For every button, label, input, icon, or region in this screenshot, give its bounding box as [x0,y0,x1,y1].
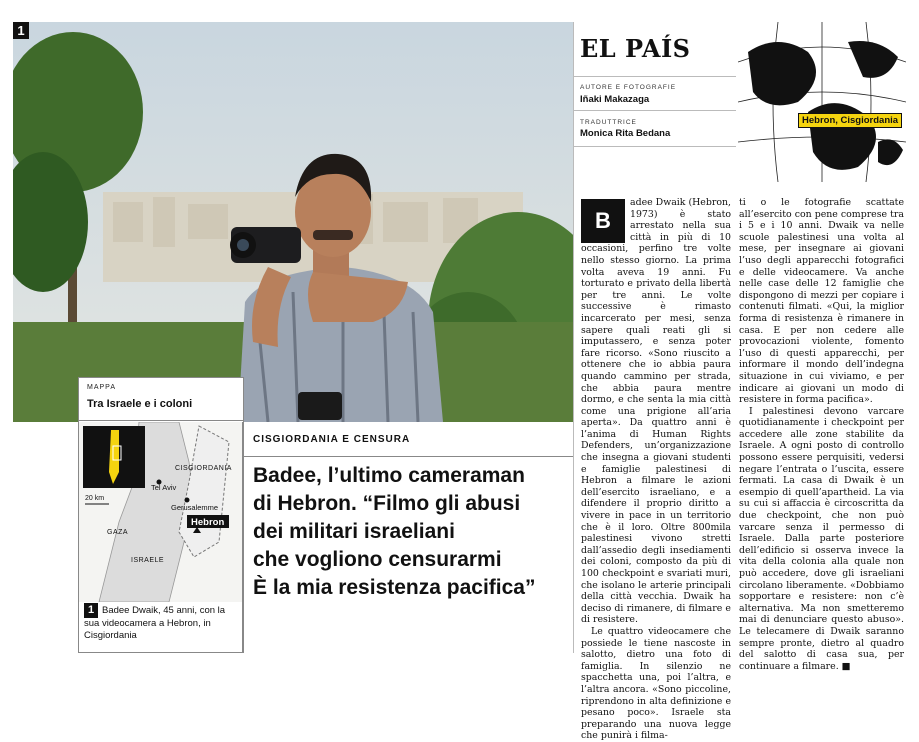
map-title: Tra Israele e i coloni [87,398,193,410]
map-kicker: MAPPA [87,384,116,391]
map-scale-label: 20 km [85,495,105,502]
section-kicker: CISGIORDANIA E CENSURA [253,434,411,445]
caption-badge: 1 [84,603,98,618]
map-divider [79,420,243,421]
author-label: AUTORE E FOTOGRAFIE [580,84,677,91]
article-column-1 [581,197,731,742]
page-number-badge: 1 [13,22,29,39]
credits-rule-1 [574,76,736,77]
cameraman-photo [13,22,573,422]
article-paragraph: adee Dwaik (Hebron, 1973) è stato arrestato nella sua città in più di 10 occasioni, perfino tre volte nello stesso giorno. La prima volta aveva 19 anni. Fu torturato e privato della libertà per tre anni. Le volte successive è rimasto incarcerato per mesi, senza sapere quali reati gli si imputassero, e senza poter fare ricorso. «Sono riuscito a ottenere che io abbia paura quando cammino per strada, che abbia paura mentre dormo, e che senta la mia città come una prigione all’aria aperta». Da quattro anni è l’anima di Human Rights Defenders, un’organizzazione che insegna a giovani studenti e famiglie palestinesi di Hebron a filmare le azioni dell’esercito israeliano, e a difendere il proprio diritto a vivere in pace in un territorio che è il loro. Oltre 800mila palestinesi vivono stretti dall’assedio degli insediamenti dei coloni, composto da più di 100 checkpoint e svariati muri, che isolano le arterie principali della città vecchia. Dwaik ha deciso di rimanere, di filmare e di resistere. [581,197,731,626]
map-label-gaza: GAZA [107,529,129,536]
map-label-gerusalemme: Gerusalemme [171,503,219,512]
photo-illustration [13,22,573,422]
caption-text: Badee Dwaik, 45 anni, con la sua videocamera a Hebron, in Cisgiordania [84,605,226,641]
translator-name: Monica Rita Bedana [580,128,671,139]
map-label-hebron: Hebron [191,517,225,528]
headline-line-5: È la mia resistenza pacifica” [253,576,536,599]
map-label-tel-aviv: Tel Aviv [151,483,177,492]
article-paragraph: I palestinesi devono varcare quotidianamente i checkpoint per accedere alle zone stabilite da Israele. A ogni posto di controllo possono essere perquisiti, vedersi negare l’entrata o l’uscita, essere fermati. La casa di Dwaik è un esempio di quell’apartheid. La via su cui si affaccia è circoscritta da due checkpoint, che non può varcare senza il permesso di Israele. Dalla parte posteriore dell’edificio si osserva invece la vita della colonia alla quale non può accedere, dove gli israeliani circolano liberamente. «Dobbiamo sopportare e resistere: non c’è alternativa. Ma non smetteremo mai di denunciare questo abuso». Le telecamere di Dwaik saranno sempre pronte, dietro al quadro del salotto di casa sua, per continuare a filmare. ■ [739,405,904,672]
translator-label: TRADUTTRICE [580,119,637,126]
article-column-2 [739,197,904,672]
credits-rule-3 [574,146,736,147]
israel-map [79,422,243,602]
headline-line-4: che vogliono censurarmi [253,548,502,571]
article-paragraph: Le quattro videocamere che possiede le tiene nascoste in salotto, dietro una foto di famiglia. In silenzio ne spacchetta una, poi l’altra, e l’altra ancora. «Sono piccoline, riprendono in alta definizione e pesano poco». Israele sta preparando una nuova legge che punirà i filma- [581,625,731,742]
credits-rule-2 [574,110,736,111]
headline [253,462,573,602]
kicker-rule [242,456,574,457]
publication-logo: EL PAÍS [580,34,691,63]
article-paragraph: ti o le fotografie scattate all’esercito con pene comprese tra i 5 e i 10 anni. Dwaik va nelle scuole palestinesi una volta al mese, per insegnare ai giovani l’uso degli apparecchi fotografici e delle videocamere. Va anche nelle case delle 12 famiglie che dispongono di mezzi per copiare i contenuti filmati. «Qui, la miglior forma di resistenza è rimanere in casa. E per non cedere alle provocazioni violente, fomento l’uso di questi apparecchi, per informare il mondo dell’indegna situazione in cui viviamo, e per indicare ai giovani un modo di resistere in forma pacifica». [739,197,904,406]
map-label-israele: ISRAELE [131,557,165,564]
author-name: Iñaki Makazaga [580,94,650,105]
photo-caption [84,603,234,642]
dropcap: B [581,199,625,243]
locator-tag: Hebron, Cisgiordania [798,113,902,128]
headline-line-2: di Hebron. “Filmo gli abusi [253,492,521,515]
world-locator-map [738,22,906,182]
headline-line-3: dei militari israeliani [253,520,455,543]
world-map-graphic [738,22,906,182]
column-divider [573,22,574,653]
map-label-cisgiordania: CISGIORDANIA [175,465,232,472]
headline-line-1: Badee, l’ultimo cameraman [253,464,525,487]
